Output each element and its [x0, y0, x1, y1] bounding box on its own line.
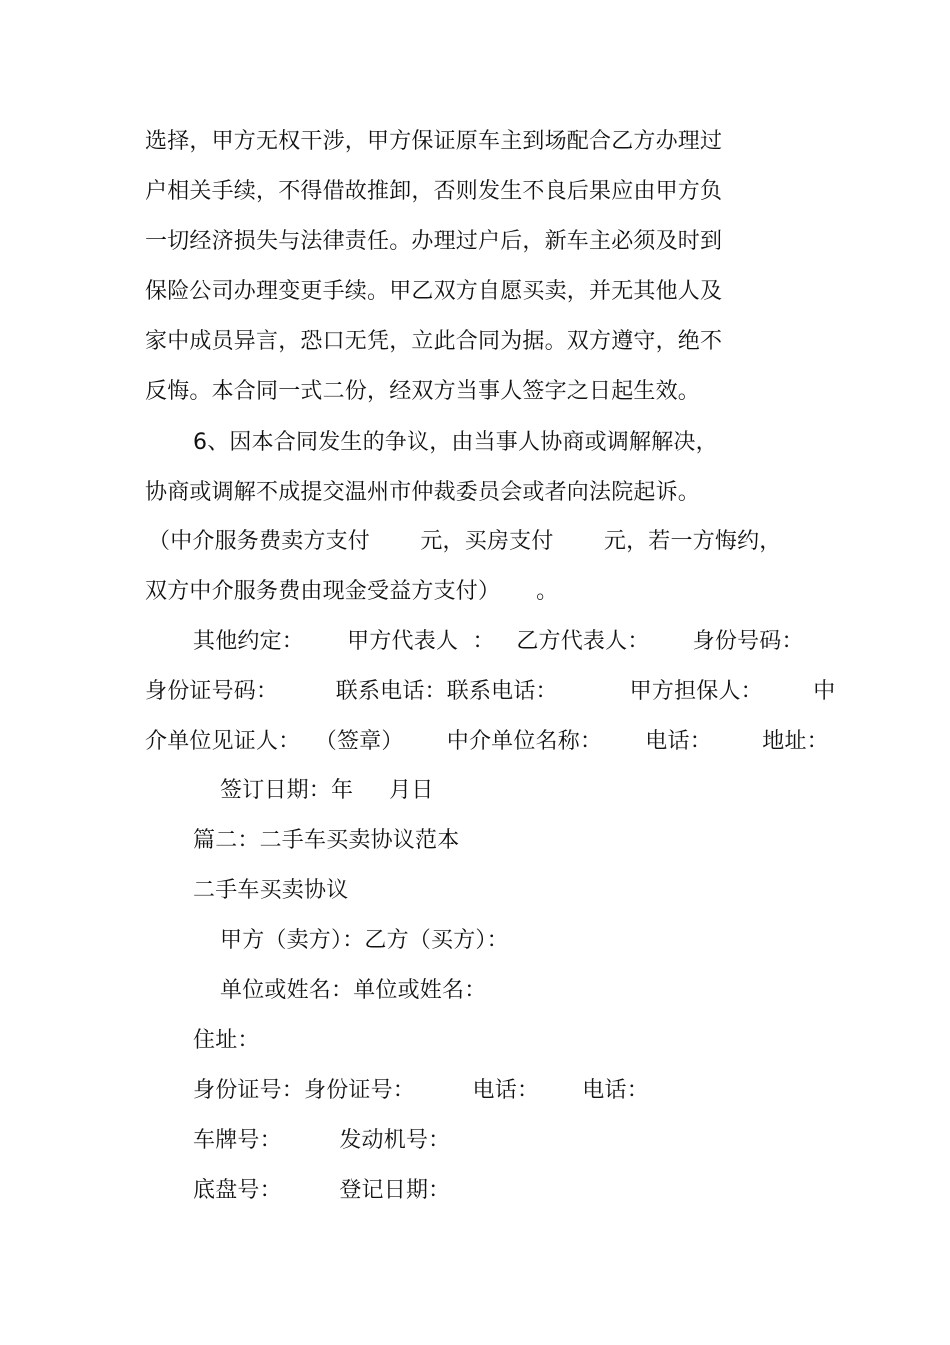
- clause-6-line-2: 协商或调解不成提交温州市仲裁委员会或者向法院起诉。: [145, 480, 701, 505]
- plate-engine-line: 车牌号： 发动机号：: [193, 1128, 451, 1153]
- body-line-5: 家中成员异言，恐口无凭，立此合同为据。双方遵守，绝不: [145, 329, 723, 354]
- body-line-4: 保险公司办理变更手续。甲乙双方自愿买卖，并无其他人及: [145, 279, 723, 304]
- body-line-3: 一切经济损失与法律责任。办理过户后，新车主必须及时到: [145, 229, 723, 254]
- address-line: 住址：: [193, 1028, 260, 1053]
- agreement-title: 二手车买卖协议: [193, 878, 349, 903]
- clause-6-line-1: 6、因本合同发生的争议，由当事人协商或调解解决，: [193, 430, 718, 455]
- id-phone-line: 身份证号：身份证号： 电话： 电话：: [193, 1078, 649, 1103]
- fee-line-2: 双方中介服务费由现金受益方支付） 。: [145, 579, 559, 604]
- signing-date-line: 签订日期：年 月日: [220, 778, 434, 803]
- fee-line-1: （中介服务费卖方支付 元，买房支付 元，若一方悔约，: [148, 529, 782, 554]
- chassis-date-line: 底盘号： 登记日期：: [193, 1178, 451, 1203]
- section-heading: 篇二：二手车买卖协议范本: [193, 828, 460, 853]
- body-line-1: 选择，甲方无权干涉，甲方保证原车主到场配合乙方办理过: [145, 129, 723, 154]
- agency-line: 介单位见证人： （签章） 中介单位名称： 电话： 地址：: [145, 729, 829, 754]
- body-line-6: 反悔。本合同一式二份，经双方当事人签字之日起生效。: [145, 379, 701, 404]
- body-line-2: 户相关手续，不得借故推卸，否则发生不良后果应由甲方负: [145, 179, 723, 204]
- contact-line: 身份证号码： 联系电话：联系电话： 甲方担保人： 中: [145, 679, 836, 704]
- name-line: 单位或姓名：单位或姓名：: [220, 978, 487, 1003]
- parties-line: 甲方（卖方）：乙方（买方）：: [220, 928, 509, 953]
- other-terms-line: 其他约定： 甲方代表人 ： 乙方代表人： 身份号码：: [193, 629, 804, 654]
